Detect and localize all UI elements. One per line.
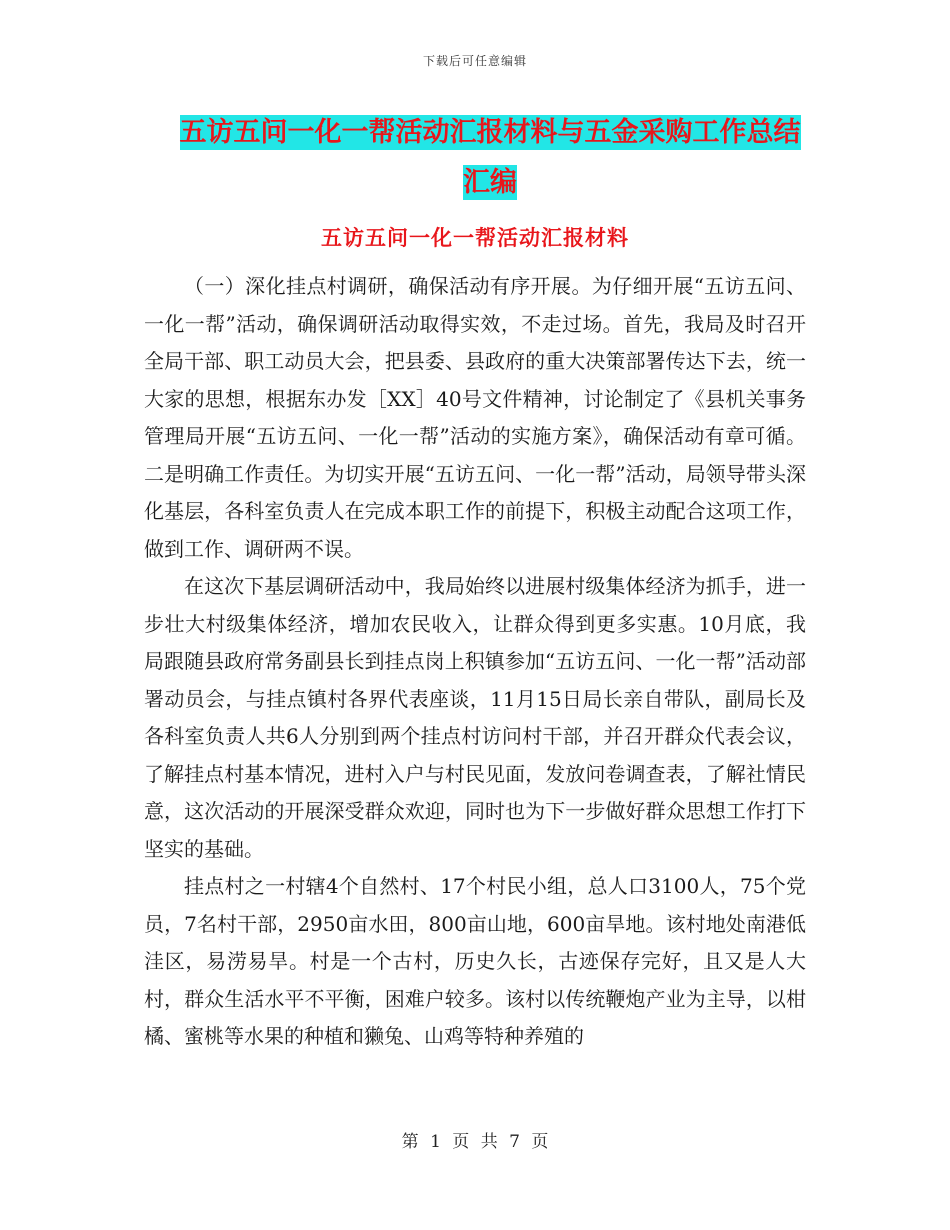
section-title: 五访五问一化一帮活动汇报材料 bbox=[321, 226, 629, 250]
paragraph: （一）深化挂点村调研，确保活动有序开展。为仔细开展“五访五问、一化一帮”活动，确保调研活动取得实效，不走过场。首先，我局及时召开全局干部、职工动员大会，把县委、县政府的重大决策部署传达下去，统一大家的思想，根据东办发［XX］40号文件精神，讨论制定了《县机关事务管理局开展“五访五问、一化一帮”活动的实施方案》，确保活动有章可循。二是明确工作责任。为切实开展“五访五问、一化一帮”活动，局领导带头深化基层，各科室负责人在完成本职工作的前提下，积极主动配合这项工作，做到工作、调研两不误。 bbox=[144, 274, 806, 561]
document-title bbox=[150, 108, 830, 208]
paragraph: 挂点村之一村辖4个自然村、17个村民小组，总人口3100人，75个党员，7名村干部，2950亩水田，800亩山地，600亩旱地。该村地处南港低洼区，易涝易旱。村是一个古村，历史久长，古迹保存完好，且又是人大村，群众生活水平不平衡，困难户较多。该村以传统鞭炮产业为主导，以柑橘、蜜桃等水果的种植和獭兔、山鸡等特种养殖的 bbox=[144, 874, 806, 1048]
paragraph: 在这次下基层调研活动中，我局始终以进展村级集体经济为抓手，进一步壮大村级集体经济，增加农民收入，让群众得到更多实惠。10月底，我局跟随县政府常务副县长到挂点岗上积镇参加“五访五问、一化一帮”活动部署动员会，与挂点镇村各界代表座谈，11月15日局长亲自带队，副局长及各科室负责人共6人分别到两个挂点村访问村干部，并召开群众代表会议，了解挂点村基本情况，进村入户与村民见面，发放问卷调查表，了解社情民意，这次活动的开展深受群众欢迎，同时也为下一步做好群众思想工作打下坚实的基础。 bbox=[144, 574, 806, 861]
document-body bbox=[144, 268, 806, 1056]
page-footer: 第 1 页 共 7 页 bbox=[401, 1132, 549, 1152]
header-note: 下载后可任意编辑 bbox=[422, 54, 527, 68]
document-title-line-2: 汇编 bbox=[463, 167, 517, 198]
document-title-line-1: 五访五问一化一帮活动汇报材料与五金采购工作总结 bbox=[179, 117, 801, 148]
